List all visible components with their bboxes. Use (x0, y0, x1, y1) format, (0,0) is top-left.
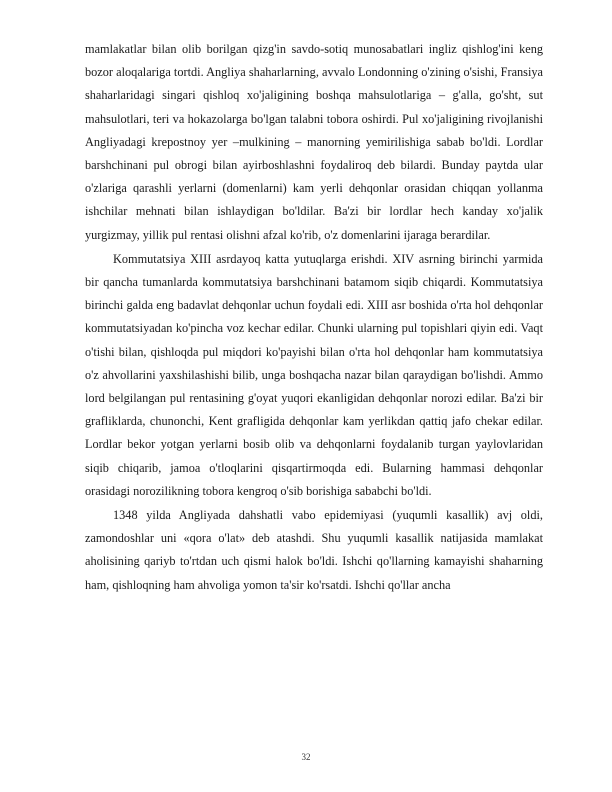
paragraph-2: Kommutatsiya XIII asrdayoq katta yutuqlarga erishdi. XIV asrning birinchi yarmida bir qancha tumanlarda kommutatsiya barshchinani batamom siqib chiqardi. Kommutatsiya birinchi galda eng badavlat dehqonlar uchun foydali edi. XIII asr boshida o'rta hol dehqonlar kommutatsiyadan ko'pincha voz kechar edilar. Chunki ularning pul topishlari qiyin edi. Vaqt o'tishi bilan, qishloqda pul miqdori ko'payishi bilan o'rta hol dehqonlar ham kommutatsiya o'z ahvollarini yaxshilashishi bilib, unga boshqacha nazar bilan qaraydigan bo'lishdi. Ammo lord belgilangan pul rentasining g'oyat yuqori ekanligidan dehqonlar norozi edilar. Ba'zi bir grafliklarda, chunonchi, Kent grafligida dehqonlar kam yerlikdan qattiq jafo chekar edilar. Lordlar bekor yotgan yerlarni bosib olib va dehqonlarni foydalanib turgan yaylovlaridan siqib chiqarib, jamoa o'tloqlarini qisqartirmoqda edi. Bularning hammasi dehqonlar orasidagi norozilikning tobora kengroq o'sib borishiga sababchi bo'ldi. (85, 251, 543, 498)
paragraph-1: mamlakatlar bilan olib borilgan qizg'in savdo-sotiq munosabatlari ingliz qishlog'ini keng bozor aloqalariga tortdi. Angliya shaharlarning, avvalo Londonning o'zining o'sishi, Fransiya shaharlaridagi singari qishloq xo'jaligining boshqa mahsulotlariga – g'alla, go'sht, sut mahsulotlari, teri va hokazolarga bo'lgan talabni tobora oshirdi. Pul xo'jaligining rivojlanishi Angliyadagi krepostnoy yer –mulkining – manorning yemirilishiga sabab bo'ldi. Lordlar barshchinani pul obrogi bilan ayirboshlashni foydaliroq deb bilardi. Bunday paytda ular o'zlariga qarashli yerlarni (domenlarni) kam yerli dehqonlar orasidan chiqqan yollanma ishchilar mehnati bilan ishlaydigan bo'ldilar. Ba'zi bir lordlar hech kanday xo'jalik yurgizmay, yillik pul rentasi olishni afzal ko'rib, o'z domenlarini ijaraga berardilar. (85, 42, 543, 242)
page-number: 32 (301, 752, 311, 762)
document-page (85, 38, 543, 597)
paragraph-3: 1348 yilda Angliyada dahshatli vabo epidemiyasi (yuqumli kasallik) avj oldi, zamondoshlar uni «qora o'lat» deb atashdi. Shu yuqumli kasallik natijasida mamlakat aholisining qariyb to'rtdan uch qismi halok bo'ldi. Ishchi qo'llarning kamayishi shaharning ham, qishloqning ham ahvoliga yomon ta'sir ko'rsatdi. Ishchi qo'llar ancha (85, 508, 543, 592)
